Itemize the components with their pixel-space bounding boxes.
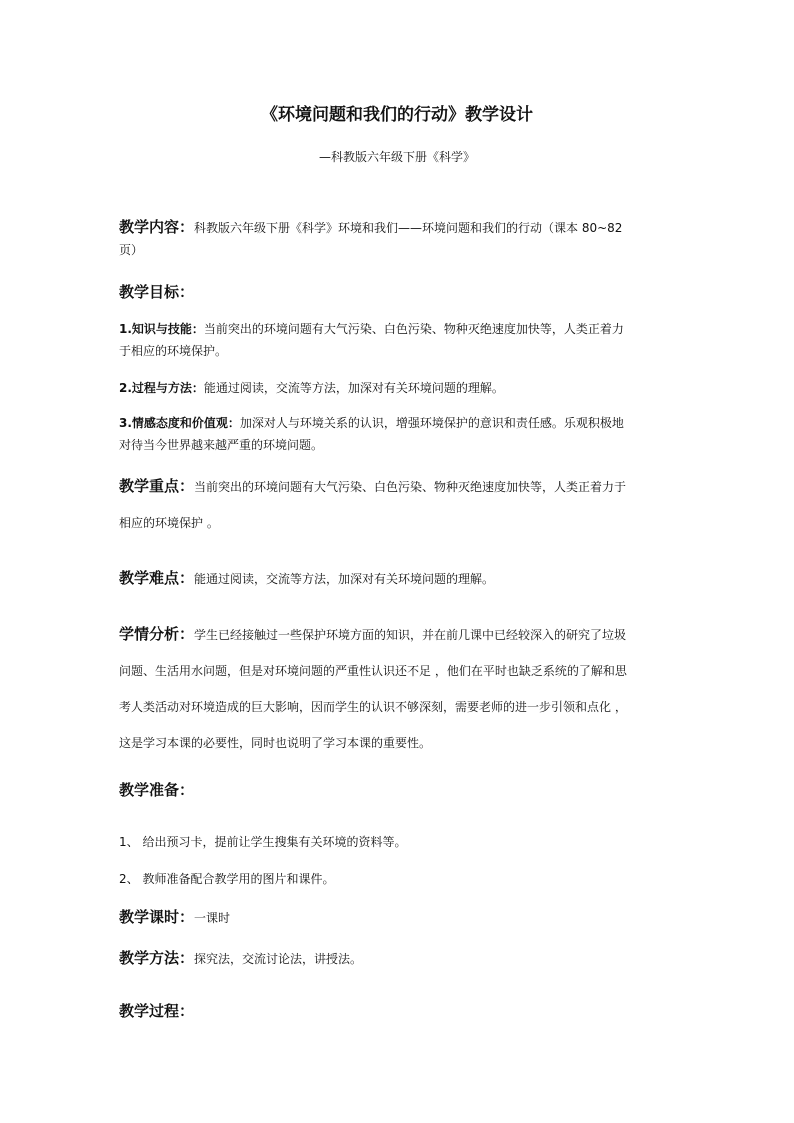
student-analysis [119, 616, 679, 761]
difficulties [119, 567, 679, 590]
key-points-text-cont: 相应的环境保护 。 [119, 516, 219, 530]
key-points-text: 当前突出的环境问题有大气污染、白色污染、物种灭绝速度加快等，人类正着力于 [194, 480, 627, 494]
teaching-content-label: 教学内容： [119, 218, 195, 236]
objective-label: 1.知识与技能： [119, 322, 204, 336]
document-title: 《环境问题和我们的行动》教学设计 [261, 105, 533, 125]
teaching-content-text-cont: 页） [119, 243, 144, 257]
teaching-methods-text: 探究法，交流讨论法，讲授法。 [194, 952, 363, 966]
difficulties-label: 教学难点： [119, 569, 195, 587]
objective-text: 能通过阅读，交流等方法，加深对有关环境问题的理解。 [203, 381, 504, 395]
document-subtitle: —科教版六年级下册《科学》 [318, 150, 475, 164]
analysis-label: 学情分析： [119, 625, 195, 643]
class-hours [119, 906, 679, 929]
teaching-methods [119, 947, 679, 970]
difficulties-text: 能通过阅读，交流等方法，加深对有关环境问题的理解。 [194, 572, 495, 586]
preparation-item: 1、 给出预习卡，提前让学生搜集有关环境的资料等。 [119, 835, 407, 849]
analysis-text: 问题、生活用水问题，但是对环境问题的严重性认识还不足 ，他们在平时也缺乏系统的了解和思 [119, 664, 627, 678]
analysis-text: 这是学习本课的必要性，同时也说明了学习本课的重要性。 [119, 736, 432, 750]
key-points [119, 468, 679, 541]
objective-text: 当前突出的环境问题有大气污染、白色污染、物种灭绝速度加快等，人类正着力 [203, 322, 624, 336]
teaching-content [119, 216, 679, 261]
teaching-content-text: 科教版六年级下册《科学》环境和我们——环境问题和我们的行动（课本 80~82 [194, 221, 623, 235]
key-points-label: 教学重点： [119, 477, 195, 495]
objective-text-cont: 于相应的环境保护。 [119, 344, 228, 358]
process-heading: 教学过程： [119, 1002, 195, 1020]
class-hours-label: 教学课时： [119, 908, 195, 926]
class-hours-text: 一课时 [194, 911, 231, 925]
objective-text-cont: 对待当今世界越来越严重的环境问题。 [119, 438, 324, 452]
objective-text: 加深对人与环境关系的认识，增强环境保护的意识和责任感。乐观积极地 [239, 416, 624, 430]
preparation-item: 2、 教师准备配合教学用的图片和课件。 [119, 872, 335, 886]
objective-item [119, 377, 679, 399]
preparation-heading: 教学准备： [119, 781, 195, 799]
analysis-text: 考人类活动对环境造成的巨大影响，因而学生的认识不够深刻，需要老师的进一步引领和点化 ， [119, 700, 627, 714]
analysis-text: 学生已经接触过一些保护环境方面的知识，并在前几课中已经较深入的研究了垃圾 [194, 628, 627, 642]
objective-label: 3.情感态度和价值观： [119, 416, 240, 430]
objective-item [119, 318, 679, 362]
objectives-heading: 教学目标： [119, 283, 195, 301]
objective-label: 2.过程与方法： [119, 381, 204, 395]
teaching-methods-label: 教学方法： [119, 949, 195, 967]
objective-item [119, 412, 679, 456]
